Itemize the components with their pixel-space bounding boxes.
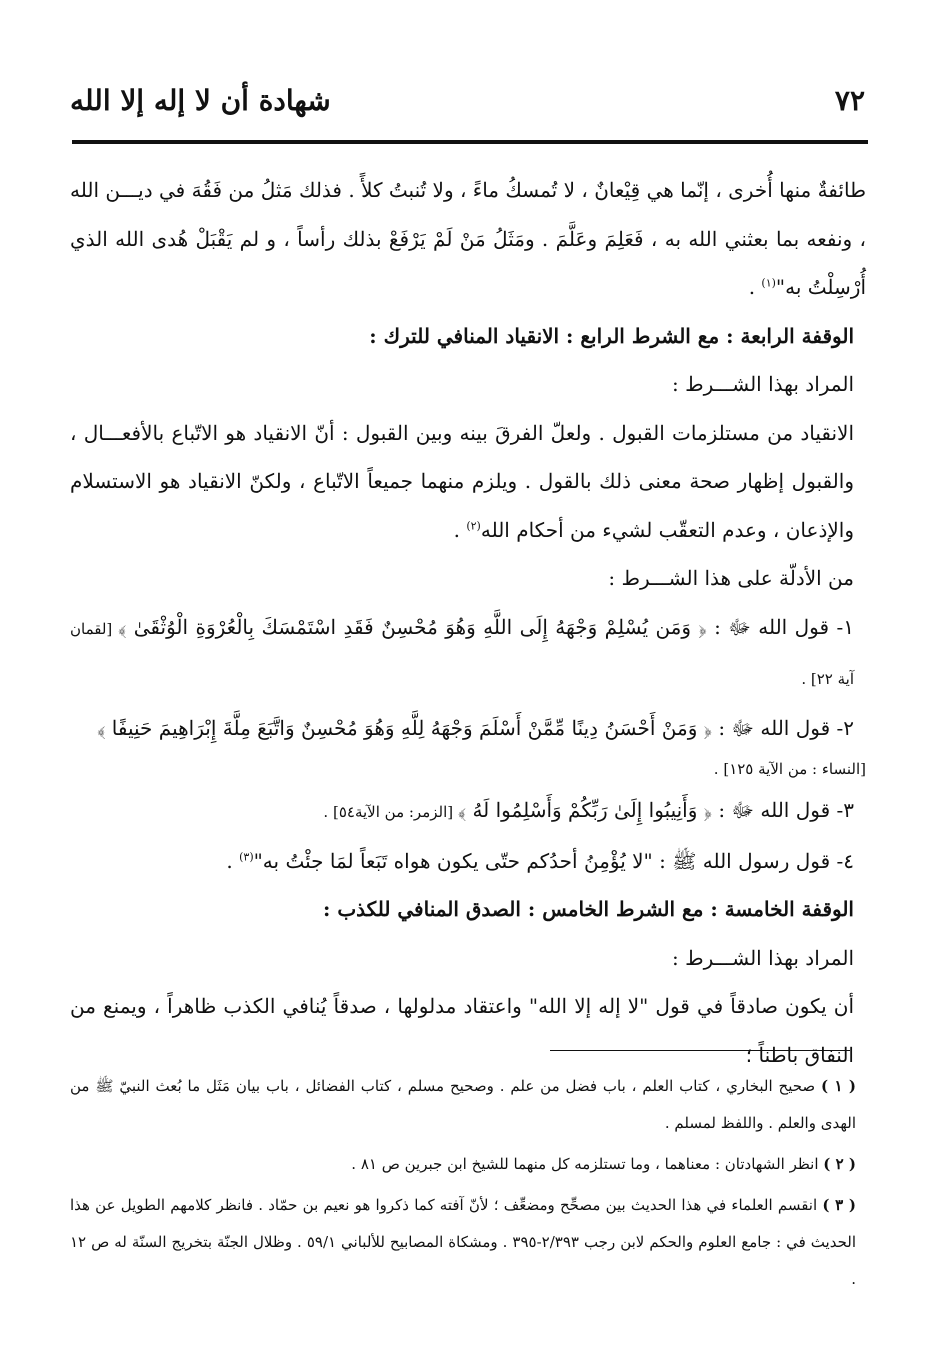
footnote-text: انقسم العلماء في هذا الحديث بين مصحِّح ومضعِّف ؛ لأنّ آفته كما ذكروا هو نعيم بن حمّاد . فانظر كلامهم الطويل عن هذا الحديث في : جامع العلوم والحكم لابن رجب ٢/٣٩٣-٣٩٥ . ومشكاة المصابيح للألباني ٥٩/١ . وظلال الجنّة بتخريج السنّة له ص ١٢ . bbox=[70, 1196, 856, 1288]
header-rule bbox=[72, 140, 868, 144]
footnote-separator bbox=[550, 1050, 850, 1051]
evidence-item-2: ٢- قول الله ﷻ : ﴿ وَمَنْ أَحْسَنُ دِينًا مِّمَّنْ أَسْلَمَ وَجْهَهُ لِلَّهِ وَهُوَ مُحْسِنٌ وَاتَّبَعَ مِلَّةَ إِبْرَاهِيمَ حَنِيفًا ﴾ bbox=[97, 715, 854, 740]
punctuation: . bbox=[748, 275, 762, 299]
evidence-text: ٣- قول الله ﷻ : ﴿ وَأَنِيبُوا إِلَىٰ رَبِّكُمْ وَأَسْلِمُوا لَهُ ﴾ bbox=[457, 798, 854, 822]
evidence-text: ٤- قول رسول الله ﷺ : "لا يُؤْمِنُ أحدُكم حتّى يكون هواه تَبَعاً لمَا جئْتُ به" bbox=[253, 848, 854, 873]
evidence-item-3 bbox=[70, 786, 866, 837]
evidence-item-1 bbox=[70, 603, 866, 704]
footnote-ref: (١) bbox=[761, 276, 776, 290]
footnotes bbox=[70, 1068, 856, 1302]
footnote-number: ( ٢ ) bbox=[823, 1155, 856, 1173]
paragraph-text: الانقياد من مستلزمات القبول . ولعلّ الفرقَ بينه وبين القبول : أنّ الانقياد هو الاتّباع بالأفعـــال ، والقبول إظهار صحة معنى ذلك بالقول . ويلزم منهما جميعاً الاتّباع ، ولكنّ الانقياد هو الاستسلام والإذعان ، وعدم التعقّب لشيء من أحكام الله bbox=[70, 420, 854, 542]
footnote-text: صحيح البخاري ، كتاب العلم ، باب فضل من علم . وصحيح مسلم ، كتاب الفضائل ، باب بيان مَثَل ما بُعث النبيّ ﷺ من الهدى والعلم . واللفظ لمسلم . bbox=[70, 1077, 856, 1132]
footnote-number: ( ١ ) bbox=[821, 1077, 856, 1095]
evidence-text: ١- قول الله ﷻ : ﴿ وَمَن يُسْلِمْ وَجْهَهُ إِلَى اللَّهِ وَهُوَ مُحْسِنٌ فَقَدِ اسْتَمْسَكَ بِالْعُرْوَةِ الْوُثْقَىٰ ﴾ bbox=[118, 614, 854, 639]
punctuation: . bbox=[226, 848, 240, 873]
footnote-ref: (٢) bbox=[466, 518, 481, 532]
section-heading-5: الوقفة الخامسة : مع الشرط الخامس : الصدق المنافي للكذب : bbox=[322, 897, 854, 921]
footnote-2 bbox=[70, 1146, 856, 1183]
section-heading-4: الوقفة الرابعة : مع الشرط الرابع : الانقياد المنافي للترك : bbox=[369, 323, 854, 348]
verse-citation: [لقمان آية ٢٢] . bbox=[70, 619, 854, 688]
paragraph-submission bbox=[70, 409, 866, 555]
footnote-3 bbox=[70, 1187, 856, 1298]
verse-citation: [الزمر: من الآية٥٤] . bbox=[323, 803, 458, 821]
running-title: شهادة أن لا إله إلا الله bbox=[70, 84, 331, 117]
running-header bbox=[70, 84, 865, 124]
paragraph-hadith-end bbox=[70, 166, 866, 312]
punctuation: . bbox=[453, 517, 467, 542]
meaning-label: المراد بهذا الشـــرط : bbox=[672, 945, 854, 970]
footnote-ref: (٣) bbox=[239, 849, 254, 863]
evidence-label: من الأدلّة على هذا الشـــرط : bbox=[608, 566, 854, 590]
verse-citation: [النساء : من الآية ١٢٥] . bbox=[713, 760, 866, 778]
meaning-label: المراد بهذا الشـــرط : bbox=[672, 372, 854, 396]
footnote-1 bbox=[70, 1068, 856, 1142]
paragraph-text: طائفةٌ منها أُخرى ، إنّما هي قِيْعانٌ ، لا تُمسكُ ماءً ، ولا تُنبتُ كلأً . فذلك مَثلُ من فَقُهَ في ديـــن الله ، ونفعه بما بعثني الله به ، فَعَلِمَ وعَلَّمَ . ومَثَلُ مَنْ لَمْ يَرْفَعْ بذلك رأساً ، و لم يَقْبَلْ هُدى الله الذي أُرْسِلْتُ به" bbox=[70, 178, 866, 299]
evidence-item-4 bbox=[70, 837, 866, 886]
main-text bbox=[70, 166, 866, 1079]
paragraph-truthfulness: أن يكون صادقاً في قول "لا إله إلا الله" واعتقاد مدلولها ، صدقاً يُنافي الكذب ظاهراً ، ويمنع من النفاق باطناً ؛ bbox=[70, 994, 854, 1067]
footnote-number: ( ٣ ) bbox=[822, 1196, 856, 1214]
page-number: ٧٢ bbox=[834, 84, 865, 117]
footnote-text: انظر الشهادتان : معناهما ، وما تستلزمه كل منهما للشيخ ابن جبرين ص ٨١ . bbox=[351, 1155, 819, 1173]
